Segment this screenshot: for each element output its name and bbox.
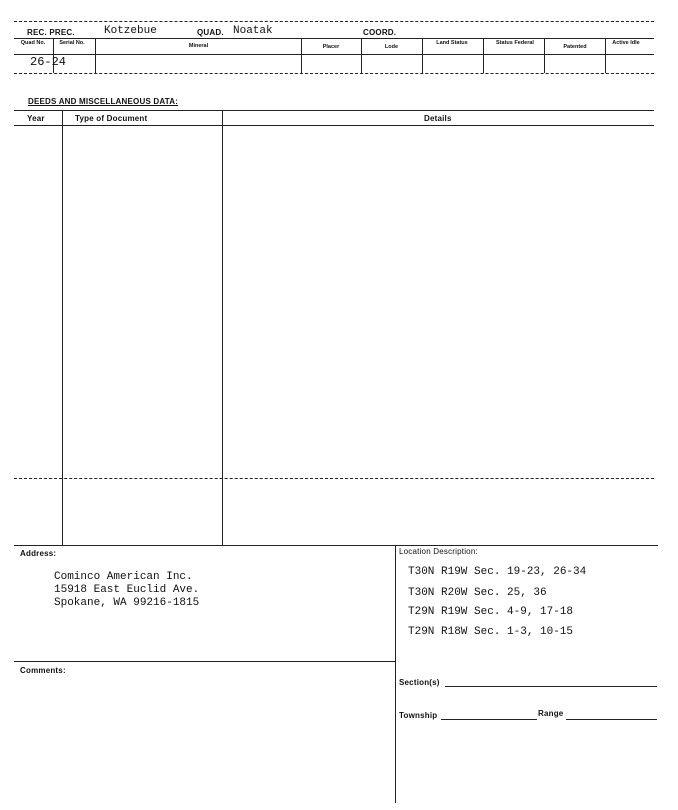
location-line-3: T29N R19W Sec. 4-9, 17-18 — [408, 606, 574, 618]
col-land-status: Land Status — [436, 40, 468, 46]
sections-fill-line — [445, 686, 657, 687]
col-quad-no: Quad No. — [20, 40, 46, 46]
col-details: Details — [424, 114, 452, 123]
deeds-dashed-rule — [14, 478, 654, 479]
location-line-1: T30N R19W Sec. 19-23, 26-34 — [408, 566, 587, 578]
range-fill-line — [566, 719, 657, 720]
deeds-title: DEEDS AND MISCELLANEOUS DATA: — [28, 97, 179, 106]
col-lode: Lode — [384, 44, 399, 50]
township-label: Township — [399, 711, 438, 720]
address-label: Address: — [20, 549, 57, 558]
comments-label: Comments: — [20, 666, 66, 675]
address-line-2: 15918 East Euclid Ave. — [54, 584, 200, 596]
col-type-of-document: Type of Document — [75, 114, 148, 123]
divider-lode — [422, 38, 423, 73]
rec-prec-label: REC. PREC. — [27, 28, 75, 37]
address-line-3: Spokane, WA 99216-1815 — [54, 597, 200, 609]
header-rule-bottom — [14, 73, 654, 74]
location-description-label: Location Description: — [399, 547, 478, 556]
deeds-rule-top — [14, 110, 654, 111]
divider-address-location — [395, 545, 396, 803]
col-mineral: Mineral — [188, 43, 209, 49]
col-active-idle: Active Idle — [612, 40, 640, 46]
col-patented: Patented — [563, 44, 587, 50]
quad-value: Noatak — [233, 25, 273, 37]
divider-federal — [544, 38, 545, 73]
location-line-4: T29N R18W Sec. 1-3, 10-15 — [408, 626, 574, 638]
divider-type — [222, 110, 223, 545]
divider-land — [483, 38, 484, 73]
rec-prec-value: Kotzebue — [104, 25, 157, 37]
col-status-federal: Status Federal — [496, 40, 534, 46]
deeds-rule-header — [14, 125, 654, 126]
header-rule-top — [14, 38, 654, 39]
col-year: Year — [27, 114, 45, 123]
divider-patented — [605, 38, 606, 73]
township-fill-line — [441, 719, 537, 720]
coord-label: COORD. — [363, 28, 397, 37]
header-rule-mid — [14, 54, 654, 55]
quad-no-value: 26-24 — [30, 55, 67, 69]
divider-year — [62, 110, 63, 545]
address-rule-top — [14, 545, 658, 546]
address-line-1: Cominco American Inc. — [54, 571, 193, 583]
top-dashed-rule — [14, 21, 654, 22]
quad-label: QUAD. — [197, 28, 224, 37]
col-serial-no: Serial No. — [59, 40, 85, 46]
divider-serial — [95, 38, 96, 73]
divider-placer — [361, 38, 362, 73]
location-line-2: T30N R20W Sec. 25, 36 — [408, 587, 547, 599]
sections-label: Section(s) — [399, 678, 440, 687]
comments-rule-top — [14, 661, 395, 662]
range-label: Range — [538, 709, 564, 718]
divider-mineral — [301, 38, 302, 73]
col-placer: Placer — [322, 44, 340, 50]
